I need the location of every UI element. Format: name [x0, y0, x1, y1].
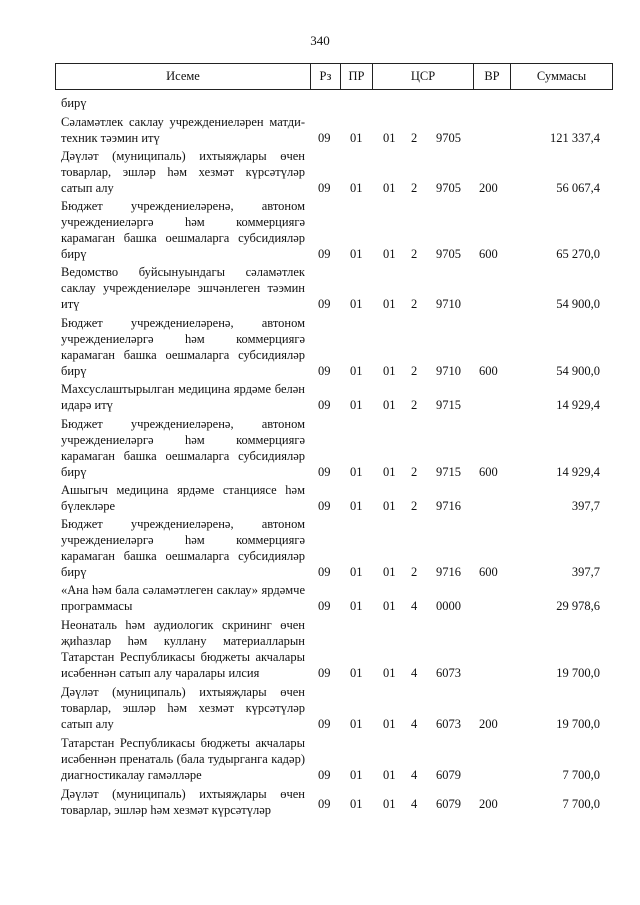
- row-sum: 397,7: [571, 565, 600, 579]
- row-csr-1: 01: [383, 666, 396, 680]
- row-csr-3: 9705: [436, 131, 461, 145]
- row-csr-3: 6079: [436, 797, 461, 811]
- row-csr-1: 01: [383, 465, 396, 479]
- row-rz: 09: [318, 364, 331, 378]
- row-rz: 09: [318, 297, 331, 311]
- row-sum: 7 700,0: [562, 797, 600, 811]
- row-sum: 14 929,4: [556, 465, 600, 479]
- row-rz: 09: [318, 398, 331, 412]
- row-sum: 397,7: [571, 499, 600, 513]
- row-csr-3: 9705: [436, 181, 461, 195]
- row-sum: 54 900,0: [556, 364, 600, 378]
- row-vr: 600: [479, 247, 498, 261]
- row-csr-3: 9716: [436, 565, 461, 579]
- row-pr: 01: [350, 247, 363, 261]
- row-vr: 200: [479, 797, 498, 811]
- row-csr-1: 01: [383, 599, 396, 613]
- row-pr: 01: [350, 499, 363, 513]
- row-sum: 14 929,4: [556, 398, 600, 412]
- row-sum: 7 700,0: [562, 768, 600, 782]
- row-name: бирү: [61, 96, 87, 110]
- row-name: Неонаталь һәм аудиологик скрининг өчен җиһазлар һәм куллану материалларын Татарстан Республикасы бюджеты акчалары исәбеннән сатып алу чаралары илсия: [61, 618, 305, 680]
- row-name: Дәүләт (муниципаль) ихтыяҗлары өчен товарлар, эшләр һәм хезмәт күрсәтүләр сатып алу: [61, 149, 305, 195]
- row-pr: 01: [350, 398, 363, 412]
- row-csr-1: 01: [383, 364, 396, 378]
- row-rz: 09: [318, 768, 331, 782]
- row-csr-1: 01: [383, 297, 396, 311]
- row-csr-2: 2: [411, 297, 418, 311]
- row-csr-3: 9705: [436, 247, 461, 261]
- row-csr-2: 4: [411, 666, 418, 680]
- table-header: [55, 63, 613, 90]
- row-rz: 09: [318, 599, 331, 613]
- row-csr-1: 01: [383, 768, 396, 782]
- row-csr-2: 4: [411, 717, 418, 731]
- row-csr-2: 4: [411, 797, 418, 811]
- row-pr: 01: [350, 599, 363, 613]
- header-pr: ПР: [341, 64, 373, 89]
- row-vr: 200: [479, 181, 498, 195]
- row-rz: 09: [318, 181, 331, 195]
- row-pr: 01: [350, 768, 363, 782]
- row-rz: 09: [318, 666, 331, 680]
- row-vr: 600: [479, 565, 498, 579]
- row-pr: 01: [350, 131, 363, 145]
- row-csr-1: 01: [383, 717, 396, 731]
- row-csr-2: 2: [411, 181, 418, 195]
- row-csr-3: 9715: [436, 398, 461, 412]
- row-csr-1: 01: [383, 565, 396, 579]
- header-rz: Рз: [311, 64, 341, 89]
- row-csr-2: 4: [411, 768, 418, 782]
- row-sum: 121 337,4: [550, 131, 600, 145]
- row-sum: 65 270,0: [556, 247, 600, 261]
- row-sum: 19 700,0: [556, 717, 600, 731]
- row-rz: 09: [318, 465, 331, 479]
- row-csr-2: 2: [411, 364, 418, 378]
- row-rz: 09: [318, 131, 331, 145]
- header-csr: ЦСР: [373, 64, 474, 89]
- row-csr-2: 4: [411, 599, 418, 613]
- row-rz: 09: [318, 565, 331, 579]
- row-csr-3: 9710: [436, 364, 461, 378]
- row-pr: 01: [350, 797, 363, 811]
- row-name: Махсуслаштырылган медицина ярдәме белән идарә итү: [61, 382, 305, 412]
- row-rz: 09: [318, 247, 331, 261]
- row-pr: 01: [350, 565, 363, 579]
- row-name: Бюджет учреждениеләренә, автоном учреждениеләргә һәм коммерциягә карамаган башка оешмаларга субсидияләр бирү: [61, 517, 305, 579]
- row-vr: 200: [479, 717, 498, 731]
- row-csr-1: 01: [383, 247, 396, 261]
- row-name: «Ана һәм бала сәламәтлеген саклау» ярдәмче программасы: [61, 583, 305, 613]
- row-csr-1: 01: [383, 398, 396, 412]
- row-csr-2: 2: [411, 247, 418, 261]
- row-name: Бюджет учреждениеләренә, автоном учреждениеләргә һәм коммерциягә карамаган башка оешмаларга субсидияләр бирү: [61, 316, 305, 378]
- row-csr-3: 9716: [436, 499, 461, 513]
- row-csr-2: 2: [411, 398, 418, 412]
- row-pr: 01: [350, 364, 363, 378]
- row-csr-3: 9710: [436, 297, 461, 311]
- row-csr-2: 2: [411, 499, 418, 513]
- row-csr-2: 2: [411, 465, 418, 479]
- header-name: Исеме: [56, 64, 311, 89]
- row-pr: 01: [350, 181, 363, 195]
- row-pr: 01: [350, 465, 363, 479]
- header-sum: Суммасы: [536, 69, 587, 83]
- row-sum: 29 978,6: [556, 599, 600, 613]
- row-csr-1: 01: [383, 181, 396, 195]
- row-csr-1: 01: [383, 131, 396, 145]
- row-csr-3: 6073: [436, 666, 461, 680]
- row-name: Сәламәтлек саклау учреждениеләрен матди-техник тәэмин итү: [61, 115, 305, 145]
- row-pr: 01: [350, 717, 363, 731]
- row-rz: 09: [318, 717, 331, 731]
- row-name: Дәүләт (муниципаль) ихтыяҗлары өчен товарлар, эшләр һәм хезмәт күрсәтүләр: [61, 787, 305, 817]
- row-name: Ашыгыч медицина ярдәме станциясе һәм бүлекләре: [61, 483, 305, 513]
- row-csr-3: 6079: [436, 768, 461, 782]
- row-name: Татарстан Республикасы бюджеты акчалары исәбеннән пренаталь (бала тудырганга кадәр) диагностикалау гамәлләре: [61, 736, 305, 782]
- row-rz: 09: [318, 499, 331, 513]
- row-name: Ведомство буйсынуындагы сәламәтлек саклау учреждениеләре эшчәнлеген тәэмин итү: [61, 265, 305, 311]
- row-sum: 56 067,4: [556, 181, 600, 195]
- row-name: Дәүләт (муниципаль) ихтыяҗлары өчен товарлар, эшләр һәм хезмәт күрсәтүләр сатып алу: [61, 685, 305, 731]
- header-vr: ВР: [474, 64, 511, 89]
- row-vr: 600: [479, 364, 498, 378]
- row-vr: 600: [479, 465, 498, 479]
- row-csr-3: 9715: [436, 465, 461, 479]
- page-number: 340: [310, 33, 330, 48]
- row-name: Бюджет учреждениеләренә, автоном учреждениеләргә һәм коммерциягә карамаган башка оешмаларга субсидияләр бирү: [61, 417, 305, 479]
- row-pr: 01: [350, 297, 363, 311]
- row-csr-3: 0000: [436, 599, 461, 613]
- row-csr-1: 01: [383, 797, 396, 811]
- row-csr-3: 6073: [436, 717, 461, 731]
- row-rz: 09: [318, 797, 331, 811]
- row-sum: 54 900,0: [556, 297, 600, 311]
- row-name: Бюджет учреждениеләренә, автоном учреждениеләргә һәм коммерциягә карамаган башка оешмаларга субсидияләр бирү: [61, 199, 305, 261]
- row-csr-2: 2: [411, 565, 418, 579]
- row-csr-2: 2: [411, 131, 418, 145]
- row-csr-1: 01: [383, 499, 396, 513]
- row-sum: 19 700,0: [556, 666, 600, 680]
- row-pr: 01: [350, 666, 363, 680]
